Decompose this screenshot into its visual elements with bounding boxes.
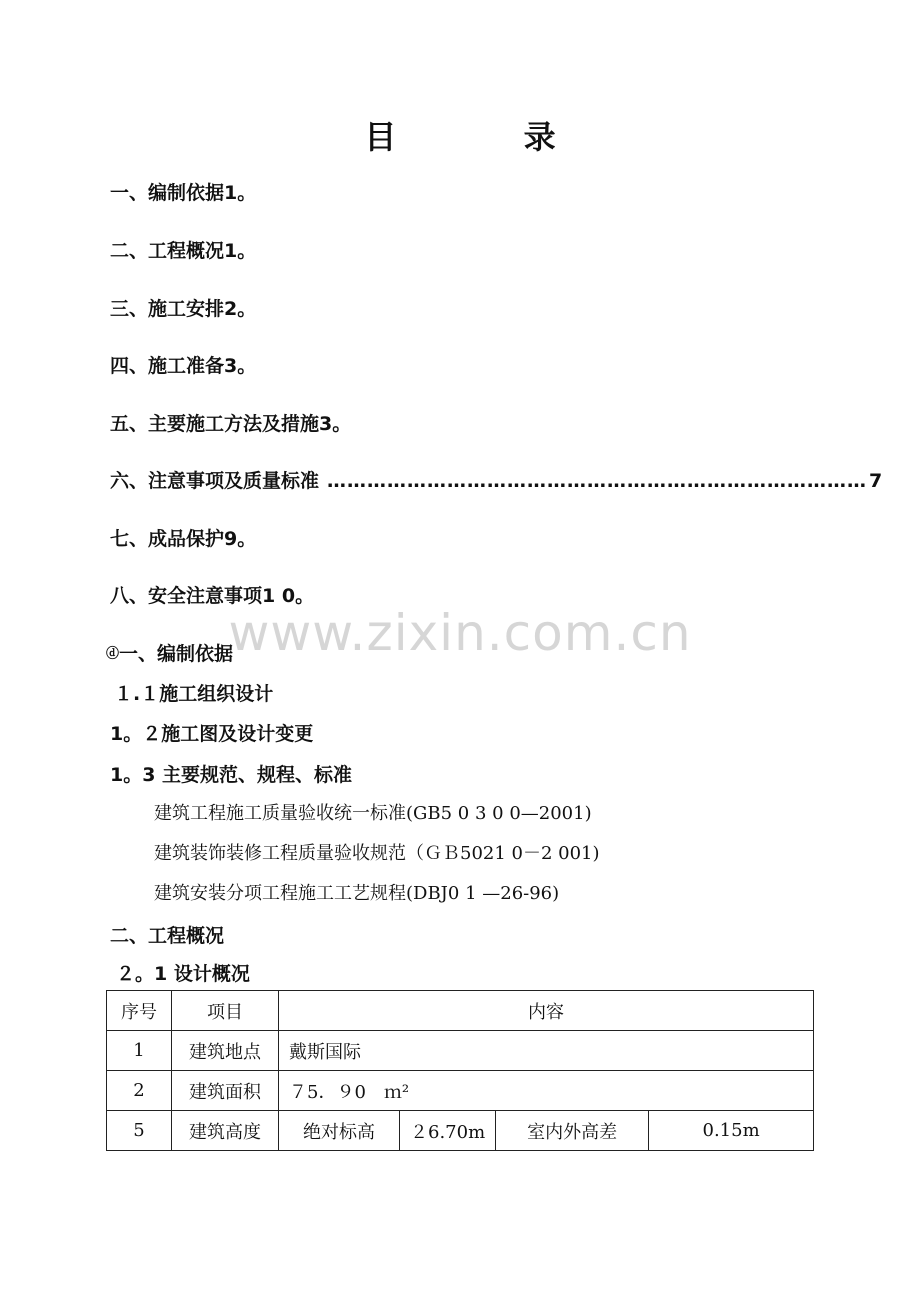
- toc-item-label: 四、施工准备: [110, 355, 225, 377]
- table-row: [107, 1071, 814, 1111]
- toc-item-label: 八、安全注意事项: [110, 585, 263, 607]
- toc-item-label: 六、注意事项及质量标准: [110, 470, 320, 492]
- section-heading-text: 一、编制依据: [119, 643, 234, 665]
- section-heading-2: 二、工程概况: [110, 925, 225, 947]
- table-cell: 室内外高差: [496, 1111, 649, 1151]
- toc-item-suffix: 。: [237, 240, 257, 262]
- table-row: [107, 1111, 814, 1151]
- toc-item-suffix: 。: [237, 182, 257, 204]
- toc-item-page: 3: [319, 413, 333, 435]
- table-cell: ２6.70m: [400, 1111, 496, 1151]
- toc-item-suffix: 。: [237, 528, 257, 550]
- table-cell: 建筑面积: [172, 1071, 279, 1111]
- toc-item-suffix: 。: [332, 413, 352, 435]
- toc-item-page: 1: [224, 240, 238, 262]
- toc-item-suffix: 。: [237, 355, 257, 377]
- table-header-cell: 内容: [279, 991, 814, 1031]
- toc-item-page: 9: [224, 528, 238, 550]
- table-cell: 1: [107, 1031, 172, 1071]
- table-cell: 5: [107, 1111, 172, 1151]
- toc-item-suffix: 。: [237, 298, 257, 320]
- table-row: [107, 1031, 814, 1071]
- toc-item[interactable]: [110, 351, 812, 381]
- subsection-heading: ２。1 设计概况: [116, 963, 250, 985]
- standard-reference: 建筑工程施工质量验收统一标准(GB5 0 3 0 0—2001): [154, 803, 592, 824]
- toc-item-page: 1: [224, 182, 238, 204]
- table-header-cell: 序号: [107, 991, 172, 1031]
- toc-item[interactable]: [110, 409, 812, 439]
- table-cell: 2: [107, 1071, 172, 1111]
- subsection-heading: １.１施工组织设计: [114, 683, 274, 705]
- toc-item[interactable]: [110, 524, 812, 554]
- table-cell: 戴斯国际: [279, 1031, 814, 1071]
- toc-item-label: 七、成品保护: [110, 528, 225, 550]
- section-heading-1: [106, 640, 233, 669]
- standard-reference: 建筑安装分项工程施工工艺规程(DBJ0 1 —26-96): [154, 883, 560, 904]
- table-header-cell: 项目: [172, 991, 279, 1031]
- toc-item-label: 五、主要施工方法及措施: [110, 413, 320, 435]
- toc-item-suffix: 。: [295, 585, 315, 607]
- toc-item[interactable]: [110, 178, 812, 208]
- subsection-heading: 1。3 主要规范、规程、标准: [110, 764, 353, 786]
- toc-item-page: 1 0: [262, 585, 296, 607]
- toc-item-label: 三、施工安排: [110, 298, 225, 320]
- toc-item[interactable]: [110, 294, 812, 324]
- anchor-marker-icon: ⓓ: [106, 646, 120, 662]
- toc-item-label: 二、工程概况: [110, 240, 225, 262]
- toc-item-label: 一、编制依据: [110, 182, 225, 204]
- toc-item-page: 7: [869, 470, 883, 492]
- toc-item-page: 3: [224, 355, 238, 377]
- toc-item[interactable]: [110, 236, 812, 266]
- table-cell: 建筑高度: [172, 1111, 279, 1151]
- toc-item-page: 2: [224, 298, 238, 320]
- standard-reference: 建筑装饰装修工程质量验收规范（ＧＢ5021 0－2 001): [154, 843, 600, 864]
- page-title: 目 录: [364, 118, 614, 156]
- table-header-row: [107, 991, 814, 1031]
- table-cell: 建筑地点: [172, 1031, 279, 1071]
- toc-leader-dots: ………………………………………………………………………: [327, 470, 868, 492]
- table-cell: ７5．９0 ｍ²: [279, 1071, 814, 1111]
- design-overview-table: [106, 990, 814, 1151]
- table-cell: 0.15m: [649, 1111, 814, 1151]
- watermark: www.zixin.com.cn: [228, 604, 692, 662]
- subsection-heading: 1。２施工图及设计变更: [110, 723, 314, 745]
- table-cell: 绝对标高: [279, 1111, 400, 1151]
- toc-item[interactable]: [110, 466, 883, 496]
